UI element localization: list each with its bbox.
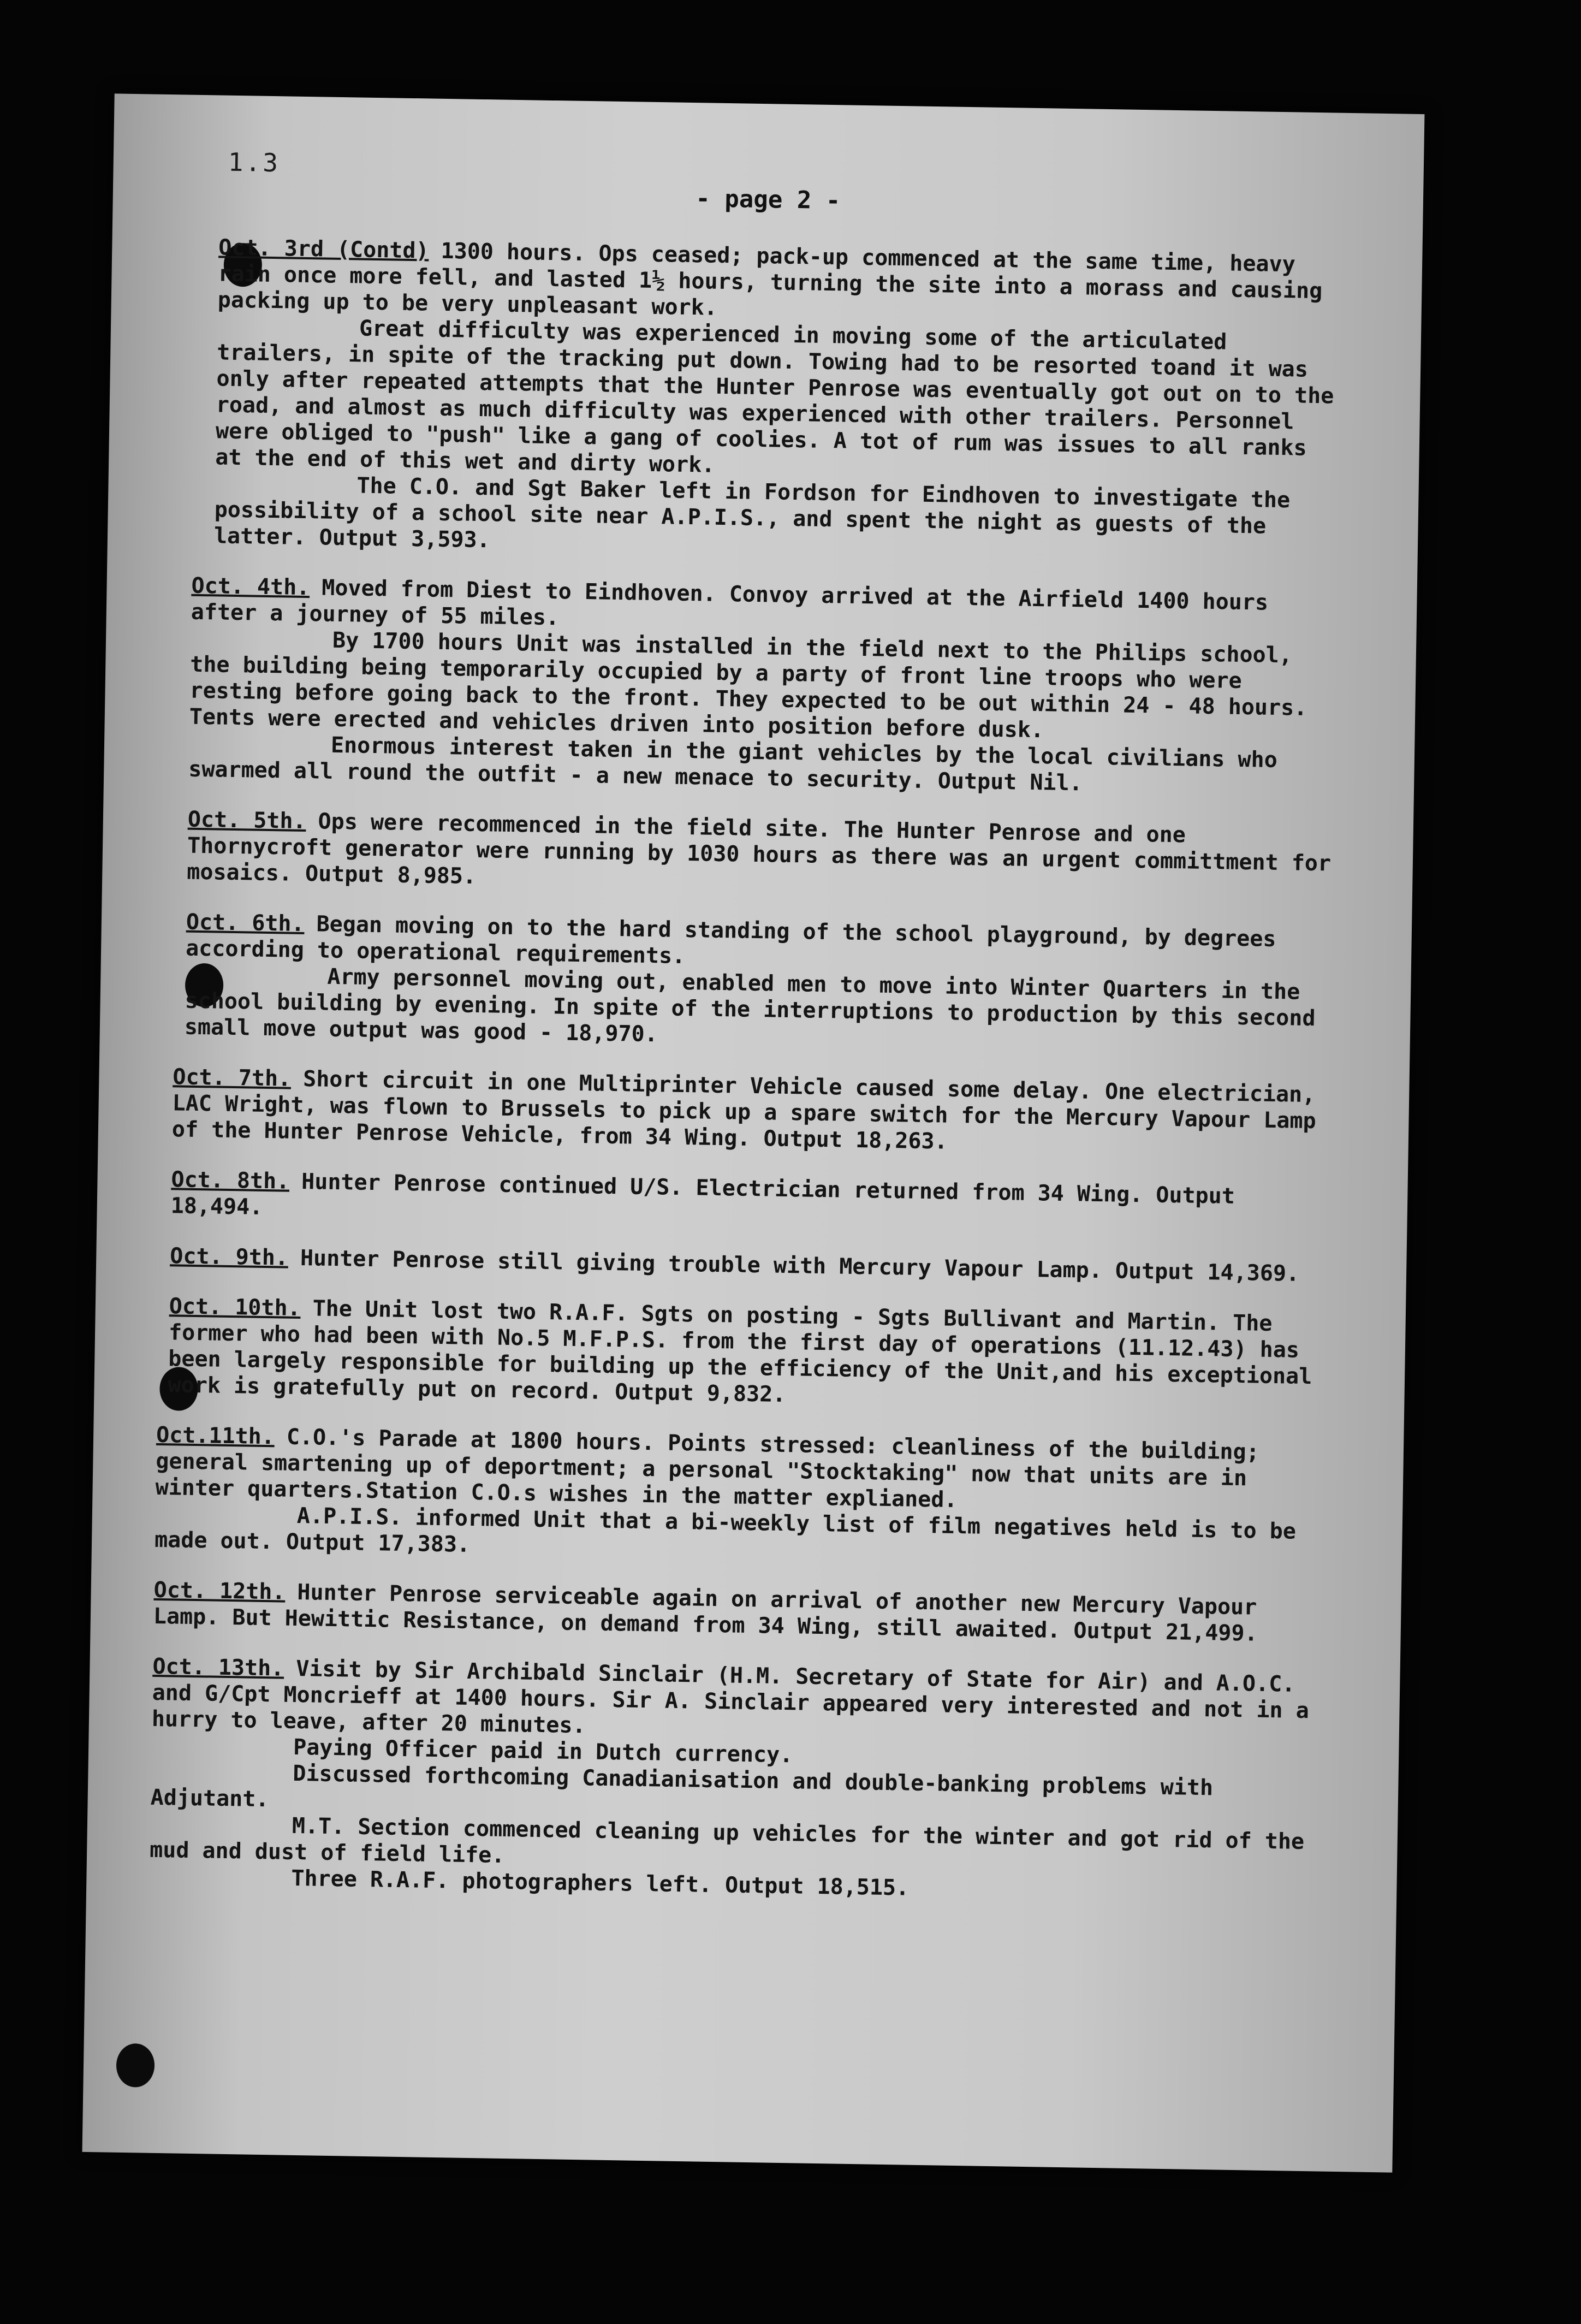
entry-paragraph: C.O.'s Parade at 1800 hours. Points stressed: cleanliness of the building; general smartening up of deportment; a personal "Stocktaking" now that units are in winter quarters.Station C.O.s wishes in the matter explianed.	[155, 1424, 1273, 1513]
entry-date: Oct. 8th.	[171, 1167, 290, 1194]
corner-mark: 1.3	[228, 147, 281, 178]
entry-oct-13	[149, 1653, 1321, 1908]
entry-paragraph: Paying Officer paid in Dutch currency.	[293, 1734, 793, 1768]
entry-paragraph: A.P.I.S. informed Unit that a bi-weekly list of film negatives held is to be made out. Output 17,383.	[154, 1503, 1310, 1557]
entry-oct-5	[187, 807, 1345, 903]
entry-oct-6	[185, 909, 1333, 1058]
entry-oct-4	[188, 573, 1338, 801]
entry-paragraph: Hunter Penrose serviceable again on arrival of another new Mercury Vapour Lamp. But Hewittic Resistance, on demand from 34 Wing, still awaited. Output 21,499.	[153, 1579, 1270, 1646]
entry-oct-9	[170, 1243, 1327, 1287]
entry-paragraph: Army personnel moving out, enabled men to move into Winter Quarters in the school building by evening. In spite of the interruptions to production by this second small move output was good - 18,970.	[184, 964, 1329, 1047]
entry-oct-7	[172, 1064, 1330, 1160]
entry-date: Oct. 9th.	[169, 1243, 289, 1271]
entry-paragraph: Hunter Penrose still giving trouble with Mercury Vapour Lamp. Output 14,369.	[300, 1245, 1300, 1286]
entry-paragraph: Short circuit in one Multiprinter Vehicle caused some delay. One electrician, LAC Wright, was flown to Brussels to pick up a spare switch for the Mercury Vapour Lamp of the Hunter Penrose Vehicle, from 34 Wing. Output 18,263.	[171, 1066, 1330, 1154]
document-page	[82, 93, 1425, 2172]
entry-oct-10	[168, 1293, 1327, 1416]
entry-paragraph: Moved from Diest to Eindhoven. Convoy arrived at the Airfield 1400 hours after a journey of 55 miles.	[191, 575, 1282, 631]
diary-text	[149, 234, 1347, 1931]
entry-paragraph: Discussed forthcoming Canadianisation and double-banking problems with Adjutant.	[150, 1760, 1227, 1812]
entry-paragraph: Ops were recommenced in the field site. The Hunter Penrose and one Thornycroft generator were running by 1030 hours as there was an urgent committment for mosaics. Output 8,985.	[187, 809, 1345, 889]
entry-oct-8	[170, 1166, 1328, 1237]
entry-paragraph: 1300 hours. Ops ceased; pack-up commenced at the same time, heavy rain once more fell, and lasted 1½ hours, turning the site into a morass and causing packing up to be very unpleasant work.	[217, 238, 1336, 321]
entry-date: Oct. 13th.	[152, 1653, 284, 1681]
entry-date: Oct. 7th.	[173, 1064, 292, 1092]
entry-paragraph: M.T. Section commenced cleaning up vehicles for the winter and got rid of the mud and dust of field life.	[149, 1813, 1318, 1869]
entry-paragraph: Great difficulty was experienced in moving some of the articulated trailers, in spite of the tracking put down. Towing had to be resorted toand it was only after repeated attempts that the Hunter Penrose was eventually got out on to the road, and almost as much difficulty was experienced with other trailers. Personnel were obliged to "push" like a gang of coolies. A tot of rum was issues to all ranks at the end of this wet and dirty work.	[215, 316, 1347, 478]
punch-hole	[116, 2043, 154, 2088]
entry-paragraph: Three R.A.F. photographers left. Output 18,515.	[291, 1865, 910, 1901]
page-number: - page 2 -	[696, 185, 841, 215]
entry-paragraph: The Unit lost two R.A.F. Sgts on posting - Sgts Bullivant and Martin. The former who had been with No.5 M.F.P.S. from the first day of operations (11.12.43) has been largely responsible for building up the efficiency of the Unit,and his exceptional work is gratefully put on record. Output 9,832.	[168, 1296, 1326, 1407]
entry-paragraph: Enormous interest taken in the giant vehicles by the local civilians who swarmed all round the outfit - a new menace to security. Output Nil.	[188, 732, 1291, 796]
entry-paragraph: Began moving on to the hard standing of the school playground, by degrees according to operational requirements.	[185, 911, 1289, 969]
entry-date: Oct. 12th.	[153, 1577, 286, 1605]
entry-date: Oct.11th.	[156, 1422, 275, 1450]
entry-paragraph: Hunter Penrose continued U/S. Electrician returned from 34 Wing. Output 18,494.	[170, 1169, 1249, 1220]
entry-date: Oct. 4th.	[191, 573, 310, 601]
entry-date: Oct. 6th.	[186, 909, 305, 937]
entry-paragraph: By 1700 hours Unit was installed in the field next to the Philips school, the building being temporarily occupied by a party of front line troops who were resting before going back to the front. They expected to be out within 24 - 48 hours. Tents were erected and vehicles driven into position before dusk.	[189, 627, 1321, 743]
entry-paragraph: The C.O. and Sgt Baker left in Fordson for Eindhoven to investigate the possibility of a school site near A.P.I.S., and spent the night as guests of the latter. Output 3,593.	[213, 473, 1304, 553]
entry-oct-11	[154, 1422, 1325, 1572]
entry-date: Oct. 3rd (Contd)	[218, 235, 429, 264]
entry-oct-12	[153, 1577, 1322, 1648]
entry-oct-3	[213, 234, 1347, 566]
entry-date: Oct. 10th.	[169, 1294, 301, 1321]
entry-paragraph: Visit by Sir Archibald Sinclair (H.M. Secretary of State for Air) and A.O.C. and G/Cpt Moncrieff at 1400 hours. Sir A. Sinclair appeared very interested and not in a hurry to leave, after 20 minutes.	[151, 1656, 1323, 1739]
entry-date: Oct. 5th.	[187, 807, 306, 834]
